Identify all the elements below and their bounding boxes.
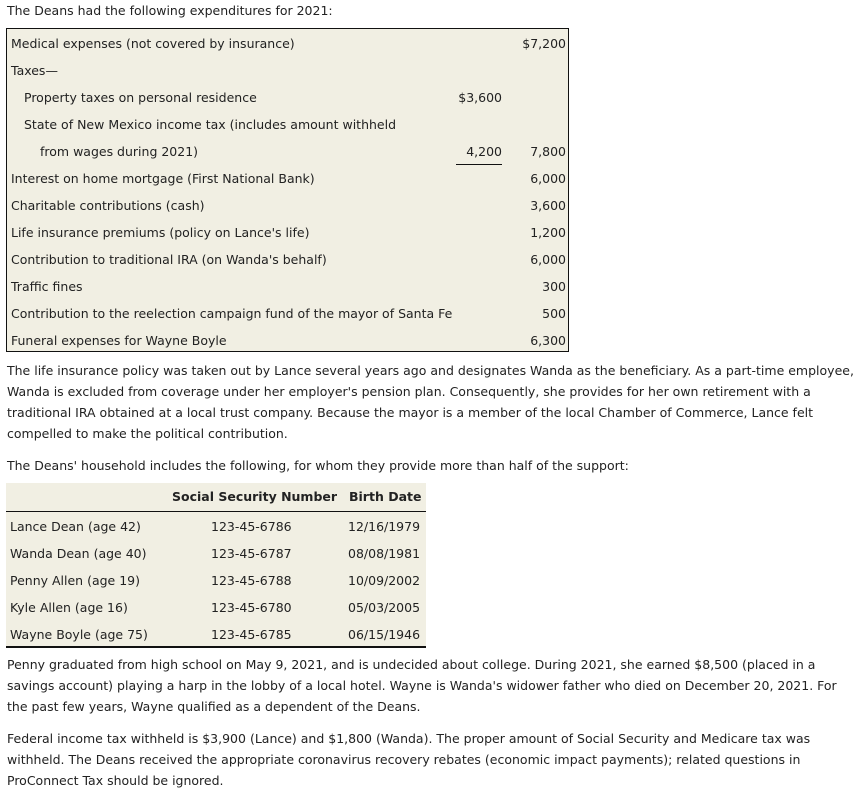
expense-label: Medical expenses (not covered by insurance)	[11, 36, 295, 51]
member-name: Kyle Allen (age 16)	[10, 600, 128, 615]
table-row	[6, 593, 426, 620]
member-name: Wanda Dean (age 40)	[10, 546, 147, 561]
table-row	[7, 272, 568, 299]
household-intro-paragraph: The Deans' household includes the following, for whom they provide more than half of the support:	[7, 458, 629, 473]
expense-total: 3,600	[530, 198, 566, 213]
header-ssn: Social Security Number	[172, 489, 338, 504]
expense-total: 6,000	[530, 171, 566, 186]
table-row	[7, 56, 568, 83]
expense-total: 1,200	[530, 225, 566, 240]
header-birth-date: Birth Date	[349, 489, 422, 504]
expense-total: 6,300	[530, 333, 566, 348]
expense-subamount: 4,200	[456, 140, 502, 165]
table-row	[7, 326, 568, 353]
table-row	[7, 191, 568, 218]
expense-label: from wages during 2021)	[40, 144, 199, 159]
table-row	[6, 512, 426, 539]
table-row	[6, 539, 426, 566]
intro-text: The Deans had the following expenditures for 2021:	[7, 3, 333, 18]
member-ssn: 123-45-6787	[211, 546, 292, 561]
member-birth-date: 10/09/2002	[348, 573, 421, 588]
expense-label: Contribution to the reelection campaign fund of the mayor of Santa Fe	[11, 306, 453, 321]
expense-label: Property taxes on personal residence	[24, 90, 257, 105]
household-table	[6, 483, 426, 648]
member-ssn: 123-45-6788	[211, 573, 292, 588]
member-ssn: 123-45-6780	[211, 600, 292, 615]
expenditures-table	[6, 28, 569, 352]
table-row	[7, 218, 568, 245]
expense-label: Interest on home mortgage (First National Bank)	[11, 171, 315, 186]
life-insurance-paragraph: The life insurance policy was taken out by Lance several years ago and designates Wanda as the beneficiary. As a part-time employee, Wanda is excluded from coverage under her employer's pension plan. Consequently, she provides for her own retirement with a traditional IRA obtained at a local trust company. Because the mayor is a member of the local Chamber of Commerce, Lance felt compelled to make the political contribution.	[7, 363, 854, 441]
expense-label: Contribution to traditional IRA (on Wanda's behalf)	[11, 252, 327, 267]
table-header	[6, 483, 426, 512]
expense-label: Life insurance premiums (policy on Lance's life)	[11, 225, 310, 240]
member-name: Penny Allen (age 19)	[10, 573, 140, 588]
table-row	[7, 299, 568, 326]
expense-label: Funeral expenses for Wayne Boyle	[11, 333, 227, 348]
table-row	[6, 620, 426, 647]
table-row	[7, 245, 568, 272]
expense-label: Taxes—	[11, 63, 58, 78]
table-row	[7, 164, 568, 191]
expense-total: 7,800	[530, 144, 566, 159]
member-ssn: 123-45-6785	[211, 627, 292, 642]
table-row	[7, 29, 568, 56]
withholding-paragraph: Federal income tax withheld is $3,900 (Lance) and $1,800 (Wanda). The proper amount of Social Security and Medicare tax was withheld. The Deans received the appropriate coronavirus recovery rebates (economic impact payments); related questions in ProConnect Tax should be ignored.	[7, 731, 811, 788]
table-row	[6, 566, 426, 593]
penny-wayne-paragraph: Penny graduated from high school on May 9, 2021, and is undecided about college. During 2021, she earned $8,500 (placed in a savings account) playing a harp in the lobby of a local hotel. Wayne is Wanda's widower father who died on December 20, 2021. For the past few years, Wayne qualified as a dependent of the Deans.	[7, 657, 837, 714]
expense-label: Traffic fines	[11, 279, 83, 294]
expense-total: $7,200	[522, 36, 566, 51]
member-birth-date: 06/15/1946	[348, 627, 421, 642]
expense-total: 500	[542, 306, 566, 321]
member-ssn: 123-45-6786	[211, 519, 292, 534]
table-row	[7, 137, 568, 164]
member-name: Lance Dean (age 42)	[10, 519, 141, 534]
expense-label: Charitable contributions (cash)	[11, 198, 205, 213]
member-birth-date: 12/16/1979	[348, 519, 421, 534]
member-birth-date: 05/03/2005	[348, 600, 421, 615]
table-row	[7, 83, 568, 110]
table-row	[7, 110, 568, 137]
expense-total: 6,000	[530, 252, 566, 267]
member-birth-date: 08/08/1981	[348, 546, 421, 561]
expense-subamount: $3,600	[458, 90, 502, 105]
expense-total: 300	[542, 279, 566, 294]
expense-label: State of New Mexico income tax (includes amount withheld	[24, 117, 397, 132]
member-name: Wayne Boyle (age 75)	[10, 627, 148, 642]
